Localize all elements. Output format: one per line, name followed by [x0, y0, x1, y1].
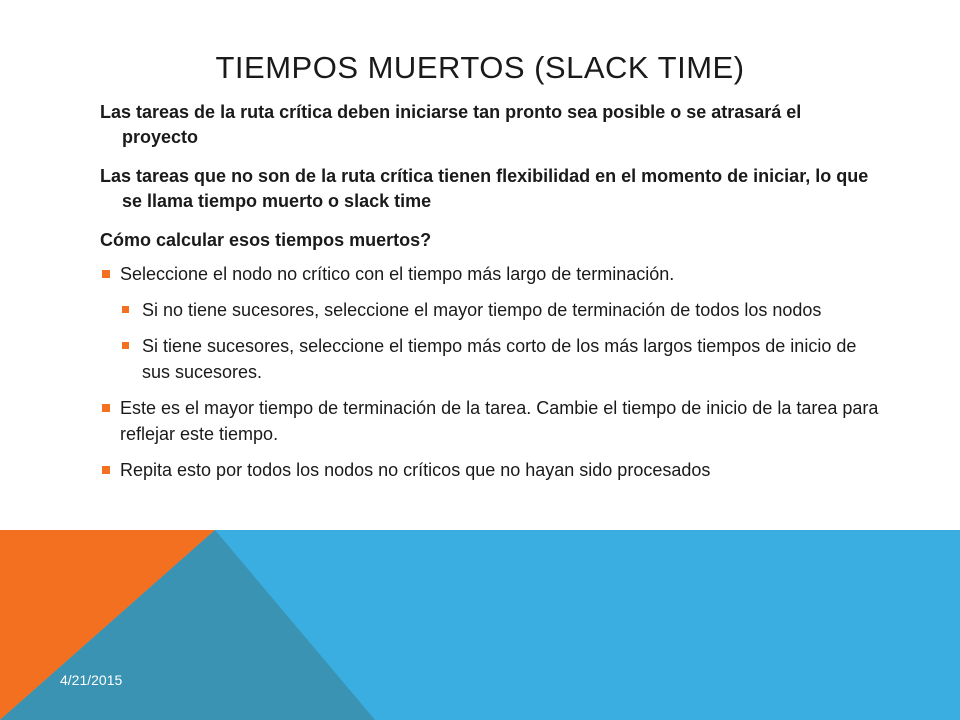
paragraph-critical-path: Las tareas de la ruta crítica deben iniciarse tan pronto sea posible o se atrasará el proyecto	[100, 102, 802, 147]
square-bullet-icon	[122, 342, 129, 349]
square-bullet-icon	[102, 404, 110, 412]
square-bullet-icon	[122, 306, 129, 313]
bullet-item	[100, 261, 880, 287]
bullet-text: Este es el mayor tiempo de terminación de la tarea. Cambie el tiempo de inicio de la tarea para reflejar este tiempo.	[120, 398, 879, 444]
bullet-item	[100, 457, 880, 483]
slide-title: TIEMPOS MUERTOS (SLACK TIME)	[215, 50, 745, 85]
bullet-text: Repita esto por todos los nodos no críticos que no hayan sido procesados	[120, 460, 711, 480]
square-bullet-icon	[102, 270, 110, 278]
sub-bullet-item	[120, 333, 880, 385]
paragraph-how-to-calculate: Cómo calcular esos tiempos muertos?	[100, 230, 432, 250]
paragraph-non-critical: Las tareas que no son de la ruta crítica tienen flexibilidad en el momento de iniciar, lo que se llama tiempo muerto o slack time	[100, 166, 869, 211]
bullet-text: Si tiene sucesores, seleccione el tiempo más corto de los más largos tiempos de inicio de sus sucesores.	[142, 336, 857, 382]
square-bullet-icon	[102, 466, 110, 474]
footer-date: 4/21/2015	[60, 672, 123, 688]
bullet-text: Seleccione el nodo no crítico con el tiempo más largo de terminación.	[120, 264, 675, 284]
slide-content	[100, 100, 880, 493]
bullet-text: Si no tiene sucesores, seleccione el mayor tiempo de terminación de todos los nodos	[142, 300, 822, 320]
sub-bullet-item	[120, 297, 880, 323]
decorative-background-band	[0, 530, 960, 720]
bullet-item	[100, 395, 880, 447]
